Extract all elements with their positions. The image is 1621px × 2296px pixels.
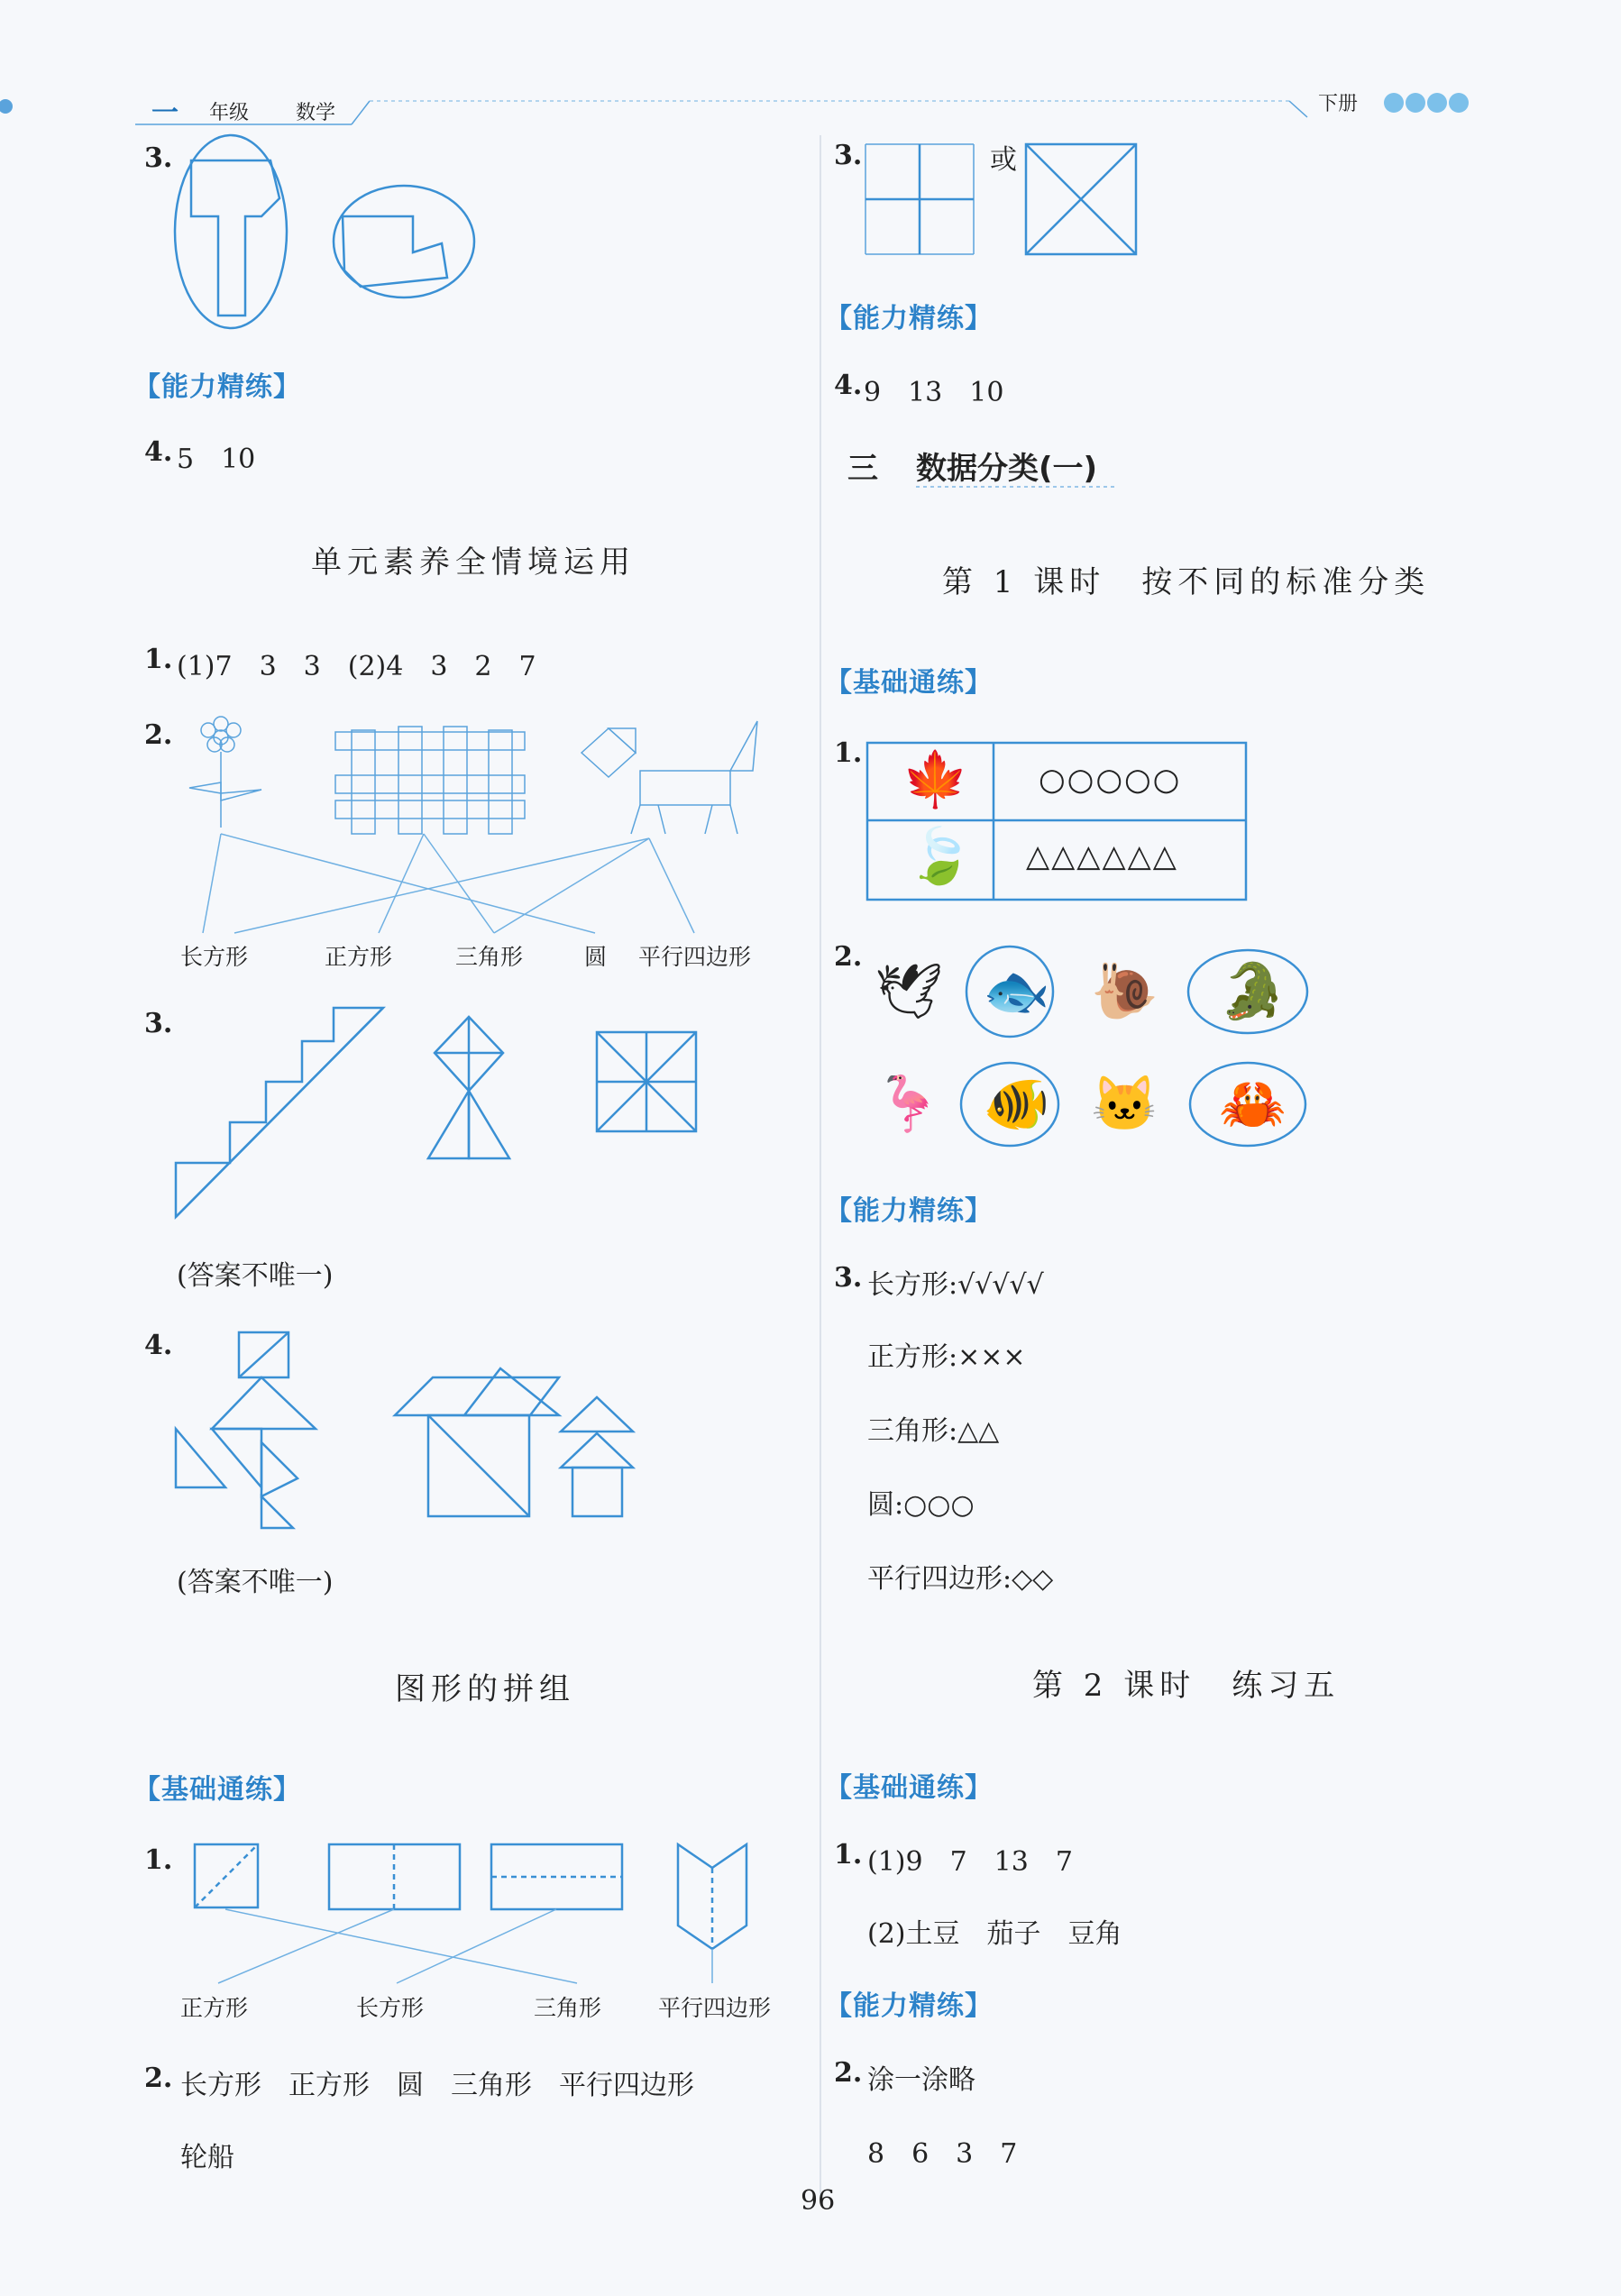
u-q2-label-circle: 圆 bbox=[584, 944, 608, 970]
unit-title: 单元素养全情境运用 bbox=[311, 544, 636, 581]
page-number: 96 bbox=[801, 2185, 836, 2217]
c-q1-label-square: 正方形 bbox=[180, 1995, 249, 2021]
u-q3-number: 3. bbox=[144, 1008, 173, 1039]
l1-q3-row-rectangle: 长方形:√√√√√ bbox=[867, 1269, 1044, 1301]
left-q4-answer: 5 10 bbox=[177, 444, 256, 475]
section-title: 数据分类(一) bbox=[916, 451, 1098, 487]
right-basic-tag-1: 【基础通练】 bbox=[825, 667, 993, 699]
right-q4-number: 4. bbox=[834, 370, 863, 401]
u-q4-number: 4. bbox=[144, 1330, 173, 1361]
combine-title: 图形的拼组 bbox=[395, 1671, 575, 1707]
right-basic-tag-2: 【基础通练】 bbox=[825, 1772, 993, 1804]
l2-q1-line2: (2)土豆 茄子 豆角 bbox=[867, 1918, 1122, 1950]
l1-q3-number: 3. bbox=[834, 1262, 863, 1294]
section-number: 三 bbox=[847, 451, 878, 487]
left-q4-number: 4. bbox=[144, 436, 173, 468]
c-q1-label-triangle: 三角形 bbox=[534, 1995, 602, 2021]
right-ability-tag-3: 【能力精练】 bbox=[825, 1990, 993, 2022]
l2-q1-line1: (1)9 7 13 7 bbox=[867, 1846, 1073, 1878]
c-q1-label-rectangle: 长方形 bbox=[356, 1995, 425, 2021]
right-ability-tag-2: 【能力精练】 bbox=[825, 1195, 993, 1227]
u-q2-label-parallelogram: 平行四边形 bbox=[638, 944, 752, 970]
lesson2-title: 第 2 课时 练习五 bbox=[1032, 1668, 1341, 1704]
fish-icon: 🐟 bbox=[983, 960, 1050, 1023]
l1-q2-number: 2. bbox=[834, 941, 863, 973]
not-unique-note-2: (答案不唯一) bbox=[177, 1567, 334, 1598]
crocodile-icon: 🐊 bbox=[1219, 960, 1287, 1023]
l1-q3-row-square: 正方形:××× bbox=[867, 1341, 1026, 1373]
l2-q2-line1: 涂一涂略 bbox=[867, 2064, 975, 2096]
l1-q1-number: 1. bbox=[834, 737, 863, 769]
c-q1-label-parallelogram: 平行四边形 bbox=[658, 1995, 772, 2021]
l1-q3-row-triangle: 三角形:△△ bbox=[867, 1415, 1000, 1447]
u-q1-answer: (1)7 3 3 (2)4 3 2 7 bbox=[177, 651, 536, 682]
subject-label: 数学 bbox=[296, 102, 336, 124]
seagull-icon: 🕊 bbox=[875, 960, 944, 1023]
or-text: 或 bbox=[990, 144, 1017, 176]
flamingo-icon: 🦩 bbox=[875, 1073, 942, 1136]
l2-q1-number: 1. bbox=[834, 1839, 863, 1871]
l1-q1-row2: △△△△△△ bbox=[1026, 838, 1178, 874]
lesson1-title: 第 1 课时 按不同的标准分类 bbox=[942, 564, 1431, 600]
u-q2-label-square: 正方形 bbox=[325, 944, 393, 970]
right-q4-answer: 9 13 10 bbox=[864, 377, 1004, 408]
l2-q2-number: 2. bbox=[834, 2057, 863, 2089]
c-q2-number: 2. bbox=[144, 2063, 173, 2094]
not-unique-note-1: (答案不唯一) bbox=[177, 1260, 334, 1292]
left-ability-tag: 【能力精练】 bbox=[133, 371, 301, 403]
volume-label: 下册 bbox=[1318, 93, 1359, 115]
right-q3-number: 3. bbox=[834, 140, 863, 171]
goldfish-icon: 🐠 bbox=[983, 1073, 1050, 1136]
grade-label: 年级 bbox=[209, 102, 250, 124]
c-q2-line2: 轮船 bbox=[180, 2142, 234, 2173]
c-q2-line1: 长方形 正方形 圆 三角形 平行四边形 bbox=[180, 2070, 694, 2101]
l2-q2-line2: 8 6 3 7 bbox=[867, 2138, 1018, 2170]
right-ability-tag: 【能力精练】 bbox=[825, 303, 993, 334]
maple-leaf-icon: 🍁 bbox=[902, 748, 969, 811]
grade-mark: 一 bbox=[151, 97, 179, 129]
u-q2-label-rectangle: 长方形 bbox=[180, 944, 249, 970]
l1-q3-row-circle: 圆:○○○ bbox=[867, 1489, 975, 1521]
c-q1-number: 1. bbox=[144, 1844, 173, 1876]
crab-icon: 🦀 bbox=[1219, 1073, 1287, 1136]
cat-icon: 🐱 bbox=[1091, 1073, 1159, 1136]
oval-leaf-icon: 🍃 bbox=[906, 825, 974, 888]
left-basic-tag: 【基础通练】 bbox=[133, 1774, 301, 1806]
u-q2-label-triangle: 三角形 bbox=[455, 944, 524, 970]
left-q3-number: 3. bbox=[144, 142, 173, 174]
u-q1-number: 1. bbox=[144, 644, 173, 675]
l1-q3-row-parallelogram: 平行四边形:◇◇ bbox=[867, 1563, 1054, 1595]
snail-icon: 🐌 bbox=[1091, 960, 1159, 1023]
u-q2-number: 2. bbox=[144, 719, 173, 751]
l1-q1-row1: ○○○○○ bbox=[1039, 762, 1182, 798]
